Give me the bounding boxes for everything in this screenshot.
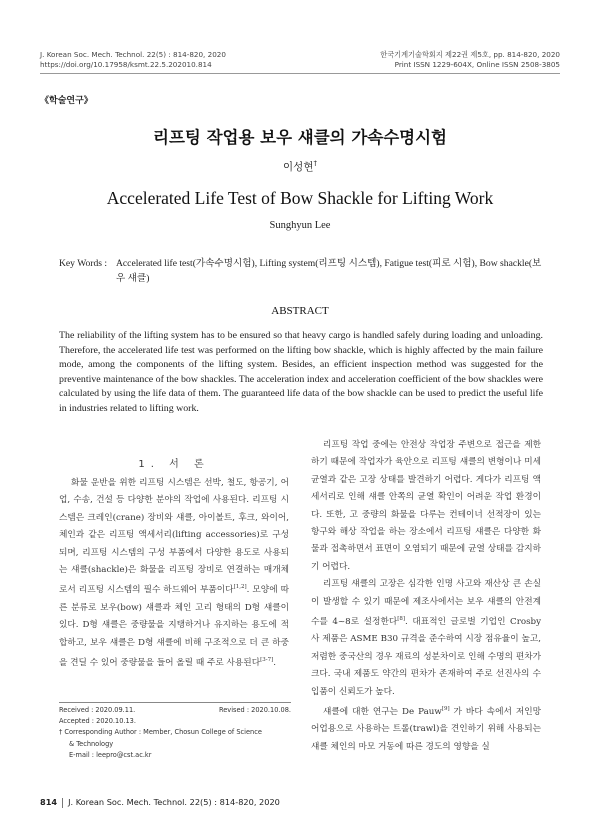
author-name-ko: 이성현 xyxy=(283,161,314,173)
page-number: 814 xyxy=(40,797,58,807)
intro-text-a: 화물 운반을 위한 리프팅 시스템은 선박, 철도, 항공기, 어업, 수송, 건설 등 다양한 분야의 작업에 사용된다. 리프팅 시스템은 크레인(crane) 장비와 섀클, 아이볼트, 후크, 와이어, 체인과 같은 리프팅 액세서리(lifting accessories)로 구성되며, 리프팅 시스템의 구성 부품에서 다양한 용도로 사용되는 섀클(shackle)은 화물을 리프팅 장비로 연결하는 매개체로서 리프팅 시스템의 필수 하드웨어 부품이다 xyxy=(59,478,289,596)
section-tag: 《학술연구》 xyxy=(40,96,93,106)
header-divider xyxy=(40,73,560,74)
corresponding-author: † Corresponding Author : Member, Chosun College of Science xyxy=(59,728,262,737)
author-korean xyxy=(0,159,600,174)
paper-title-korean: 리프팅 작업용 보우 섀클의 가속수명시험 xyxy=(153,128,447,147)
citation-ref[interactable]: [1,2] xyxy=(233,584,247,591)
body-text-c: 섀클에 대한 연구는 De Pauw xyxy=(323,706,442,717)
footer-journal: J. Korean Soc. Mech. Technol. 22(5) : 814-820, 2020 xyxy=(68,797,280,807)
revised-date: Revised : 2020.10.08. xyxy=(218,706,291,714)
body-text-a: 리프팅 섀클의 고장은 심각한 인명 사고와 재산상 큰 손실이 발생할 수 있기 때문에 제조사에서는 보우 섀클의 안전계수를 4~8로 설정한다 xyxy=(311,579,541,627)
journal-citation-ko: 한국기계기술학회지 제22권 제5호, pp. 814-820, 2020 xyxy=(380,50,560,59)
received-row xyxy=(59,705,291,716)
paper-title-english: Accelerated Life Test of Bow Shackle for Lifting Work xyxy=(106,188,494,208)
running-header-right xyxy=(380,50,560,70)
intro-text-b: . 모양에 따른 분류로 보우(bow) 섀클과 체인 고리 형태의 D형 섀클이 있다. D형 섀클은 중량물을 지탱하거나 유지하는 용도에 적합하고, 보우 섀클은 D형 섀클에 비해 구조적으로 더 큰 하중을 견딜 수 있어 중량물을 들어 올릴 때 주로 사용된다 xyxy=(59,585,290,668)
body-paragraph-1: 리프팅 작업 중에는 안전상 작업장 주변으로 접근을 제한하기 때문에 작업자가 육안으로 리프팅 섀클의 변형이나 미세 균열과 같은 고장 상태를 발견하기 어렵다. 게다가 리프팅 액세서리로 인해 섀클 안쪽의 균열 확인이 어려운 작업 환경이다. 또한, 고 중량의 화물을 다루는 컨테이너 선적장이 있는 항구와 해상 작업을 하는 장소에서 리프팅 섀클은 다양한 화물과 접촉하면서 표면이 오염되기 때문에 균열 상태를 감지하기 어렵다. xyxy=(311,440,541,572)
accepted-date: Accepted : 2020.10.13. xyxy=(59,717,136,726)
author-english: Sunghyun Lee xyxy=(269,220,331,231)
keywords-label: Key Words : xyxy=(59,258,108,269)
keywords-block xyxy=(59,257,549,286)
footnote-divider xyxy=(59,702,291,703)
left-column xyxy=(59,456,289,672)
received-date: Received : 2020.09.11. xyxy=(59,706,136,714)
right-column xyxy=(311,437,541,756)
body-paragraph-2 xyxy=(311,576,541,701)
journal-citation: J. Korean Soc. Mech. Technol. 22(5) : 814-820, 2020 xyxy=(40,50,226,59)
issn-line: Print ISSN 1229-604X, Online ISSN 2508-3805 xyxy=(394,60,560,69)
keywords-text: Accelerated life test(가속수명시험), Lifting system(리프팅 시스템), Fatigue test(피로 시험), Bow shackle(보우 섀클) xyxy=(116,258,542,284)
citation-ref[interactable]: [3-7] xyxy=(260,656,274,663)
body-paragraph-3 xyxy=(311,701,541,756)
citation-ref[interactable]: [8] xyxy=(397,616,406,623)
footnote-block xyxy=(59,702,291,761)
body-text-d: 가 바다 속에서 저인망 어업용으로 사용하는 트롤(trawl)을 견인하기 위해 사용되는 섀클 체인의 마모 거동에 따른 경도의 영향을 실 xyxy=(311,706,541,752)
author-email[interactable]: E-mail : leepro@cst.ac.kr xyxy=(69,750,152,759)
intro-paragraph-1 xyxy=(59,475,289,672)
running-header-left xyxy=(40,50,226,70)
citation-ref[interactable]: [9] xyxy=(441,705,450,712)
intro-text-c: . xyxy=(273,657,277,668)
abstract-text: The reliability of the lifting system has to be ensured so that heavy cargo is handled safely during loading and unloading. Therefore, the accelerated life test was performed on the lifting bow shackle, which is highly affected by the main failure mode, among the components of the lifting system. Besides, an efficient inspection method was suggested for the preventive maintenance of the bow shackles. The acceleration index and acceleration coefficient of the bow shackles were calculated by using the life data of them. The guaranteed life data of the bow shackle can be used to predict the useful life in industries related to lifting work. xyxy=(59,330,543,414)
body-text-b: . 대표적인 글로벌 기업인 Crosby 사 제품은 ASME B30 규격을 준수하여 시장 점유율이 높고, 저렴한 중국산의 경우 재료의 성분차이로 인해 수명의 편차가 크다. 국내 제품도 약간의 편차가 존재하여 주로 선진사의 수입품이 신뢰도가 높다. xyxy=(311,616,542,697)
page-footer xyxy=(40,797,280,808)
section-heading-introduction: 1. 서 론 xyxy=(138,459,210,470)
corresponding-affiliation: & Technology xyxy=(69,739,114,748)
footer-separator xyxy=(62,798,63,808)
corresponding-mark: † xyxy=(313,159,317,168)
doi-link[interactable]: https://doi.org/10.17958/ksmt.22.5.202010.814 xyxy=(40,60,212,69)
abstract-heading: ABSTRACT xyxy=(271,305,329,317)
